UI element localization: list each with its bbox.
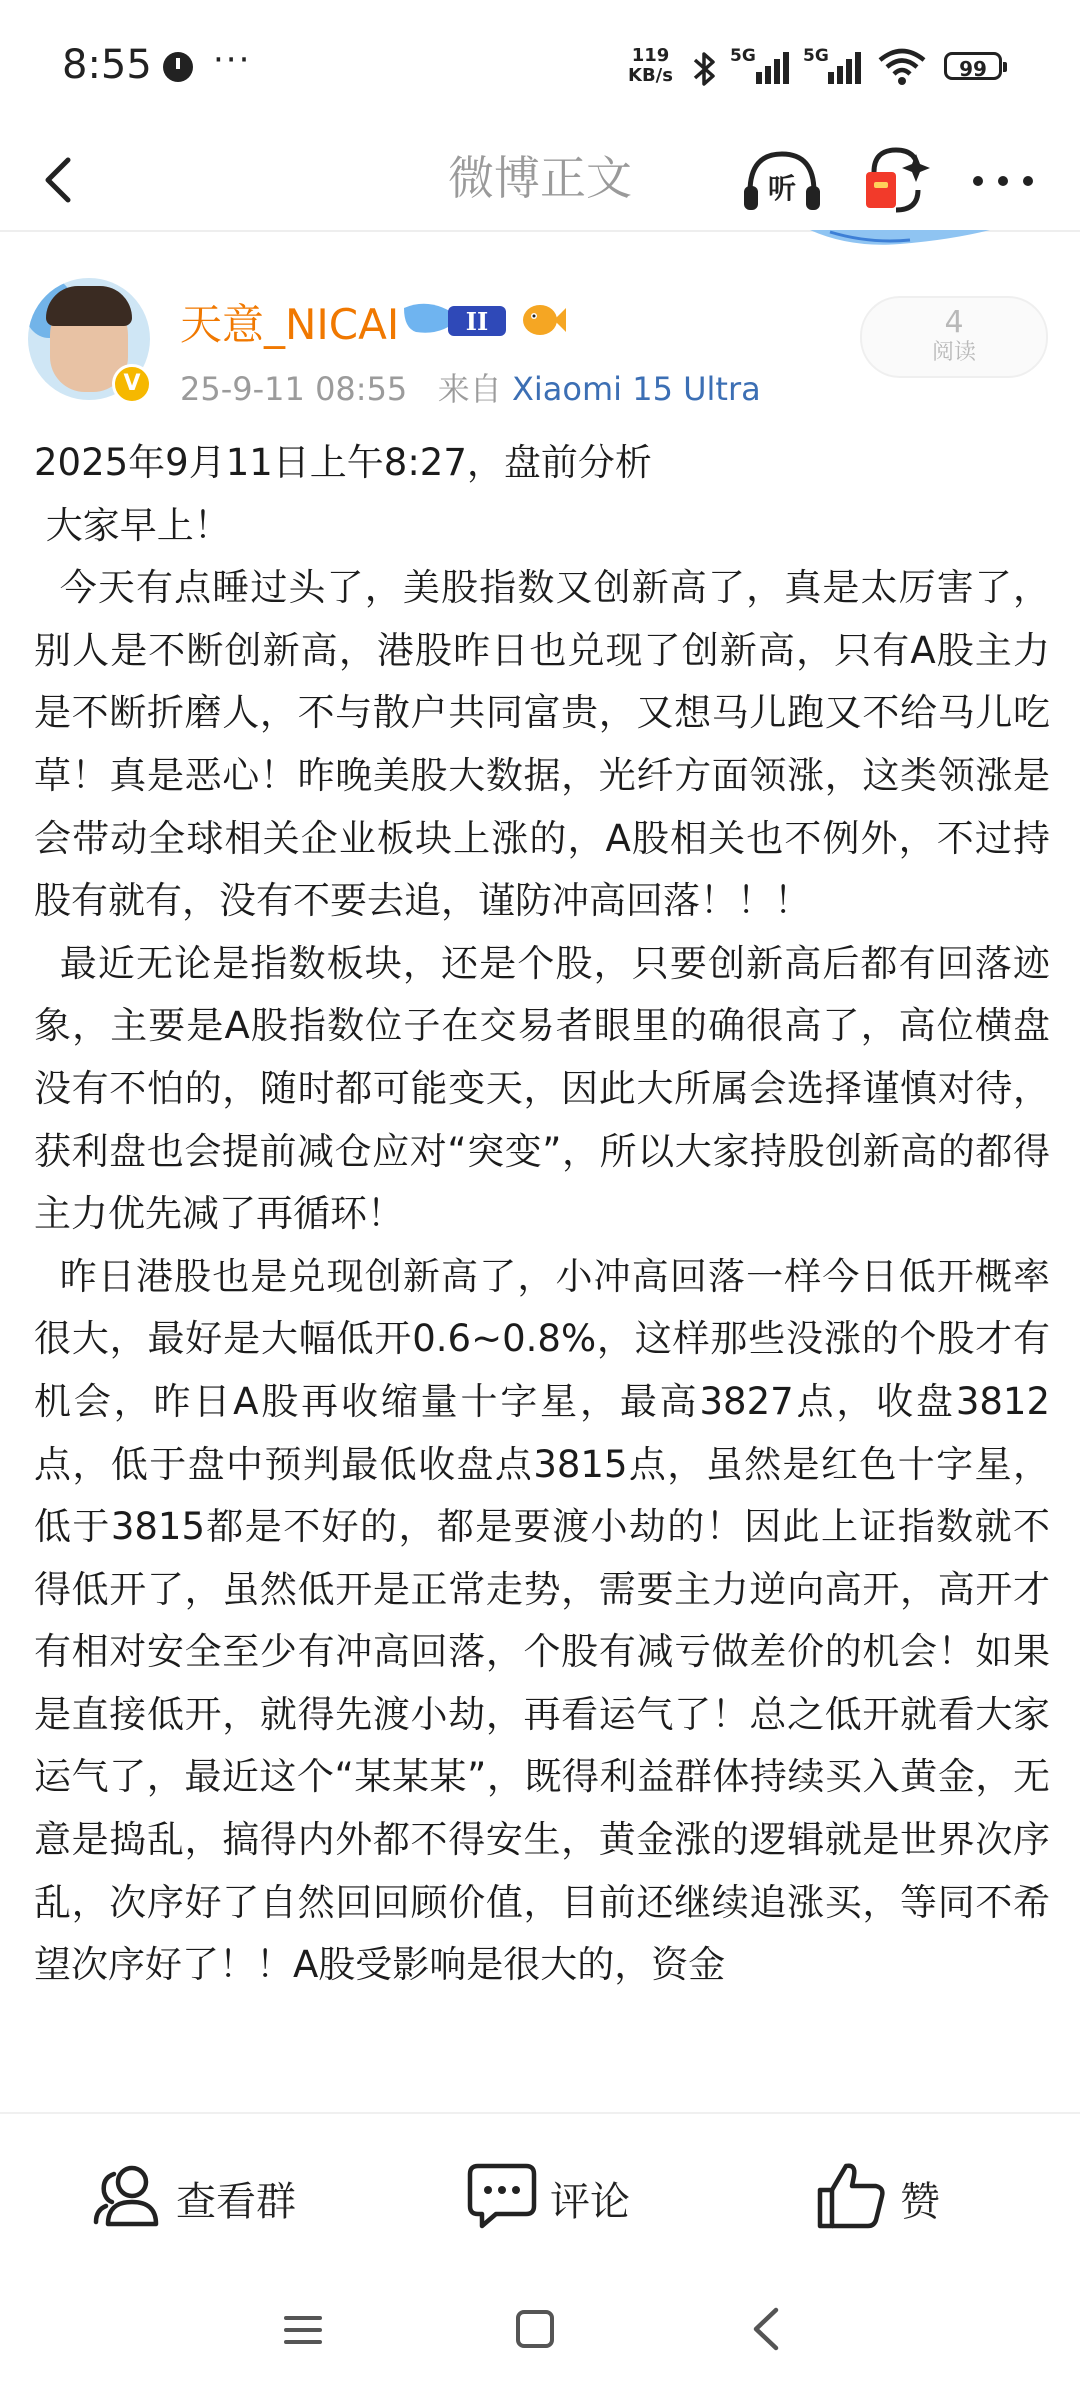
more-icon[interactable]: [968, 156, 1038, 206]
network-speed-unit: KB/s: [628, 65, 673, 86]
post-paragraph: 今天有点睡过头了，美股指数又创新高了，真是太厉害了，别人是不断创新高，港股昨日也兑现了创新高，只有A股主力是不断折磨人，不与散户共同富贵，又想马儿跑又不给马儿吃草！真是恶心！昨晚美股大数据，光纤方面领涨，这类领涨是会带动全球相关企业板块上涨的，A股相关也不例外，不过持股有就有，没有不要去追，谨防冲高回落！！！: [34, 566, 1050, 923]
status-more-dots: ···: [213, 40, 252, 80]
source-device[interactable]: Xiaomi 15 Ultra: [511, 370, 761, 408]
status-time: 8:55: [62, 42, 152, 88]
source-prefix: 来自: [437, 370, 502, 408]
svg-text:听: 听: [767, 172, 797, 205]
view-group-label: 查看群: [176, 2179, 296, 2225]
wifi-icon: [876, 46, 928, 90]
group-users-icon: [92, 2160, 164, 2230]
fish-badge-icon: [520, 298, 566, 340]
status-bar: [0, 0, 1080, 130]
like-button[interactable]: [816, 2160, 976, 2230]
home-icon[interactable]: [516, 2310, 554, 2348]
read-count-label: 阅读: [931, 340, 976, 365]
post-paragraph: 昨日港股也是兑现创新高了，小冲高回落一样今日低开概率很大，最好是大幅低开0.6~0.8%，这样那些没涨的个股才有机会，昨日A股再收缩量十字星，最高3827点，收盘3812点，低于盘中预判最低收盘点3815点，虽然是红色十字星，低于3815都是不好的，都是要渡小劫的！因此上证指数就不得低开了，虽然低开是正常走势，需要主力逆向高开，高开才有相对安全至少有冲高回落，个股有减亏做差价的机会！如果是直接低开，就得先渡小劫，再看运气了！总之低开就看大家运气了，最近这个“某某某”，既得利益群体持续买入黄金，无意是捣乱，搞得内外都不得安生，黄金涨的逻辑就是世界次序乱，次序好了自然回回顾价值，目前还继续追涨买，等同不希望次序好了！！A股受影响是很大的，资金: [34, 1254, 1050, 1987]
red-packet-icon[interactable]: [860, 142, 932, 218]
network-speed: [628, 46, 673, 86]
back-icon[interactable]: [746, 2306, 786, 2352]
page-title: 微博正文: [448, 151, 632, 205]
bluetooth-icon: [692, 50, 718, 97]
author-name[interactable]: 天意_NICAI: [180, 300, 400, 349]
comment-button[interactable]: [466, 2160, 666, 2230]
post-content: [34, 432, 1050, 2112]
read-count-number: 4: [944, 305, 964, 340]
signal2-label: 5G: [803, 46, 829, 66]
read-count-badge: [860, 296, 1048, 378]
cell-signal-2-icon: [828, 50, 868, 84]
post-paragraph: 大家早上！: [34, 503, 231, 547]
like-label: 赞: [900, 2179, 940, 2225]
comment-bubble-icon: [466, 2160, 538, 2230]
post-date: 25-9-11 08:55: [180, 370, 408, 408]
verified-v-icon: V: [112, 364, 152, 404]
banner-fragment-image: [810, 230, 990, 248]
post-meta: [180, 364, 761, 410]
level-badge-text: II: [465, 307, 489, 336]
post-paragraph: 2025年9月11日上午8:27，盘前分析: [34, 441, 652, 484]
post-paragraph: 最近无论是指数板块，还是个股，只要创新高后都有回落迹象，主要是A股指数位子在交易者眼里的确很高了，高位横盘没有不怕的，随时都可能变天，因此大所属会选择谨慎对待，获利盘也会提前减仓应对“突变”，所以大家持股创新高的都得主力优先减了再循环！: [34, 941, 1050, 1236]
system-navigation-bar: [0, 2262, 1080, 2400]
view-group-button[interactable]: [92, 2160, 322, 2230]
signal1-label: 5G: [730, 46, 756, 66]
battery-indicator: 99: [944, 52, 1002, 80]
clock-icon: [163, 52, 193, 82]
top-nav-bar: [0, 130, 1080, 230]
comment-label: 评论: [550, 2179, 630, 2225]
thumbs-up-icon: [816, 2160, 888, 2230]
menu-icon[interactable]: [282, 2312, 324, 2348]
headphones-listen-icon[interactable]: [740, 146, 824, 216]
network-speed-value: 119: [631, 45, 670, 66]
cell-signal-icon: [756, 50, 796, 84]
level-badge-icon: [402, 300, 508, 340]
bottom-action-bar: [0, 2112, 1080, 2264]
